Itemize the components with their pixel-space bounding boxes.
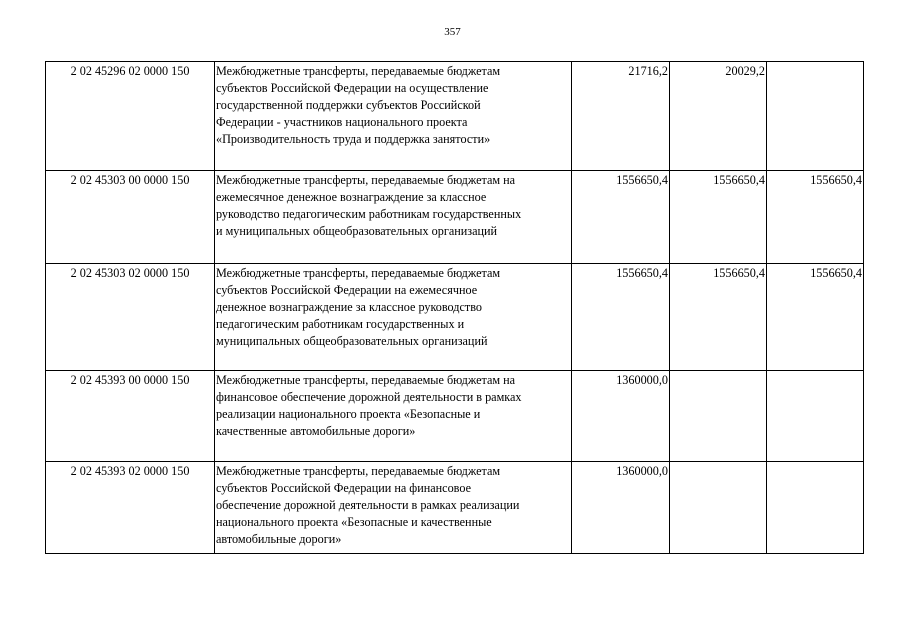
page-number: 357 <box>444 26 461 38</box>
revenue-code-cell: 2 02 45393 00 0000 150 <box>46 371 215 462</box>
amount-cell-3: 1556650,4 <box>767 171 864 264</box>
amount-cell-2: 20029,2 <box>670 62 767 171</box>
description-line: педагогическим работникам государственных и <box>216 317 465 331</box>
revenue-description-cell <box>215 264 572 371</box>
revenue-code-cell: 2 02 45303 02 0000 150 <box>46 264 215 371</box>
table-row <box>46 264 864 371</box>
description-line: национального проекта «Безопасные и качественные <box>216 515 492 529</box>
description-line: муниципальных общеобразовательных организаций <box>216 334 488 348</box>
amount-cell-2: 1556650,4 <box>670 264 767 371</box>
revenue-description-cell <box>215 462 572 554</box>
amount-cell-2: 1556650,4 <box>670 171 767 264</box>
description-line: субъектов Российской Федерации на ежемесячное <box>216 283 478 297</box>
amount-cell-1: 21716,2 <box>572 62 670 171</box>
amount-cell-3 <box>767 462 864 554</box>
description-line: обеспечение дорожной деятельности в рамках реализации <box>216 498 520 512</box>
description-line: финансовое обеспечение дорожной деятельности в рамках <box>216 390 522 404</box>
description-line: ежемесячное денежное вознаграждение за классное <box>216 190 487 204</box>
description-line: качественные автомобильные дороги» <box>216 424 416 438</box>
revenue-description-cell <box>215 62 572 171</box>
description-line: Федерации - участников национального проекта <box>216 115 468 129</box>
table-row <box>46 171 864 264</box>
description-line: денежное вознаграждение за классное руководство <box>216 300 482 314</box>
description-line: «Производительность труда и поддержка занятости» <box>216 132 491 146</box>
table-row <box>46 462 864 554</box>
description-line: Межбюджетные трансферты, передаваемые бюджетам <box>216 64 501 78</box>
description-line: субъектов Российской Федерации на осуществление <box>216 81 489 95</box>
amount-cell-3 <box>767 62 864 171</box>
description-line: реализации национального проекта «Безопасные и <box>216 407 481 421</box>
amount-cell-2 <box>670 371 767 462</box>
amount-cell-1: 1360000,0 <box>572 371 670 462</box>
budget-revenue-table <box>45 61 864 554</box>
revenue-code-cell: 2 02 45303 00 0000 150 <box>46 171 215 264</box>
description-line: автомобильные дороги» <box>216 532 342 546</box>
description-line: руководство педагогическим работникам государственных <box>216 207 522 221</box>
amount-cell-3: 1556650,4 <box>767 264 864 371</box>
description-line: Межбюджетные трансферты, передаваемые бюджетам <box>216 266 501 280</box>
description-line: Межбюджетные трансферты, передаваемые бюджетам <box>216 464 501 478</box>
revenue-description-cell <box>215 171 572 264</box>
description-line: Межбюджетные трансферты, передаваемые бюджетам на <box>216 373 516 387</box>
amount-cell-1: 1360000,0 <box>572 462 670 554</box>
table-row <box>46 371 864 462</box>
description-line: и муниципальных общеобразовательных организаций <box>216 224 498 238</box>
revenue-code-cell: 2 02 45393 02 0000 150 <box>46 462 215 554</box>
table-row <box>46 62 864 171</box>
description-line: государственной поддержки субъектов Российской <box>216 98 481 112</box>
amount-cell-2 <box>670 462 767 554</box>
revenue-code-cell: 2 02 45296 02 0000 150 <box>46 62 215 171</box>
description-line: Межбюджетные трансферты, передаваемые бюджетам на <box>216 173 516 187</box>
amount-cell-3 <box>767 371 864 462</box>
amount-cell-1: 1556650,4 <box>572 171 670 264</box>
amount-cell-1: 1556650,4 <box>572 264 670 371</box>
description-line: субъектов Российской Федерации на финансовое <box>216 481 472 495</box>
revenue-description-cell <box>215 371 572 462</box>
